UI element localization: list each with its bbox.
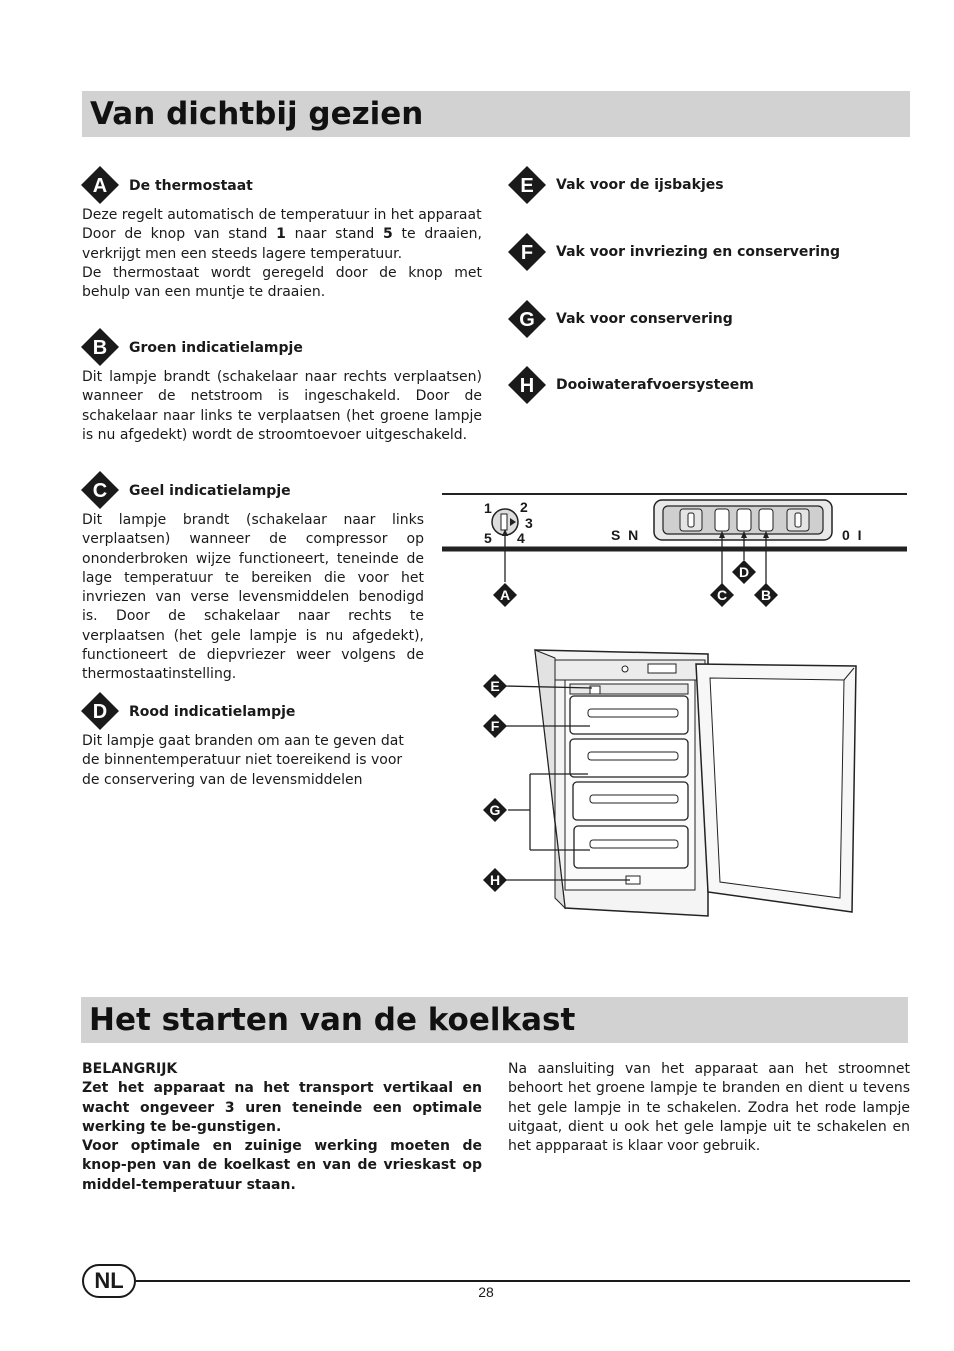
green-lamp-text: Dit lampje brandt (schakelaar naar rechts verplaatsen) wanneer de netstroom is ingeschakeld. Door de schakelaar naar links te verplaatsen (het groene lampje is nu afgedekt) wordt de stroomtoevoer uitgeschakeld. — [82, 369, 482, 443]
svg-text:C: C — [716, 587, 728, 603]
yellow-lamp-text: Dit lampje brandt (schakelaar naar links verplaatsen) wanneer de compressor op ononderbroken wijze functioneert, teneinde de lage temperatuur te bereiken die voor het invriezen van verse levensmiddelen benodigd is. Door de schakelaar naar rechts te verplaatsen (het gele lampje is nu afgedekt), functioneert de diepvriezer weer volgens de thermostaatinstelling. — [82, 512, 424, 683]
svg-text:F: F — [520, 242, 534, 264]
svg-text:E: E — [490, 678, 500, 694]
badge-b-icon — [80, 327, 120, 367]
svg-text:B: B — [760, 587, 772, 603]
callout-e-icon — [483, 674, 507, 698]
section-title-starting: Het starten van de koelkast — [81, 997, 908, 1043]
footer-rule — [136, 1280, 910, 1282]
badge-g-icon — [507, 299, 547, 339]
important-text-1: Zet het apparaat na het transport vertikaal en wacht ongeveer 3 uren teneinde een optimale werking te be-gunstigen. — [82, 1080, 482, 1135]
svg-text:F: F — [490, 718, 500, 734]
svg-text:A: A — [499, 587, 511, 603]
callout-b-icon — [754, 583, 778, 607]
freezer-illustration — [440, 488, 910, 928]
svg-text:C: C — [92, 480, 108, 502]
dial-number-4: 4 — [517, 530, 525, 546]
badge-h-icon — [507, 365, 547, 405]
badge-a-letter: A — [92, 175, 108, 197]
startup-instructions: Na aansluiting van het apparaat aan het stroomnet behoort het groene lampje te branden en dient u tevens het gele lampje in te schakelen. Zodra het rode lampje uitgaat, dient u ook het gele lampje uit te schakelen en het appparaat is klaar voor gebruik. — [508, 1061, 910, 1155]
heading-storage-compartment: Vak voor conservering — [556, 311, 733, 327]
svg-text:H: H — [489, 872, 501, 888]
dial-number-1: 1 — [484, 500, 492, 516]
badge-d-icon — [80, 691, 120, 731]
callout-g-icon — [483, 798, 507, 822]
callout-a-icon — [493, 583, 517, 607]
svg-text:H: H — [519, 375, 535, 397]
svg-text:G: G — [489, 802, 501, 818]
switch-label-0i: 0 I — [842, 527, 862, 543]
important-text-2: Voor optimale en zuinige werking moeten de knop-pen van de koelkast en van de vrieskast op middel-temperatuur staan. — [82, 1138, 482, 1193]
heading-yellow-lamp: Geel indicatielampje — [129, 483, 291, 499]
thermostat-p2: Door de knop van stand 1 naar stand 5 te draaien, verkrijgt men een steeds lagere temperatuur. — [82, 226, 482, 262]
badge-a-icon — [80, 165, 120, 205]
heading-defrost-drain: Dooiwaterafvoersysteem — [556, 377, 754, 393]
thermostat-p1: Deze regelt automatisch de temperatuur in het apparaat — [82, 207, 482, 223]
svg-text:G: G — [519, 309, 535, 331]
thermostat-text — [82, 206, 482, 302]
heading-red-lamp: Rood indicatielampje — [129, 704, 296, 720]
dial-number-5: 5 — [484, 530, 492, 546]
heading-thermostat: De thermostaat — [129, 178, 253, 194]
freezer-diagram — [440, 488, 910, 928]
important-label: BELANGRIJK — [82, 1061, 178, 1077]
page-number: 28 — [478, 1284, 494, 1300]
red-lamp-text: Dit lampje gaat branden om aan te geven dat de binnentemperatuur niet toereikend is voor de conservering van de levensmiddelen — [82, 733, 404, 788]
callout-d-icon — [732, 560, 756, 584]
svg-text:D: D — [738, 564, 750, 580]
callout-f-icon — [483, 714, 507, 738]
badge-f-icon — [507, 232, 547, 272]
svg-text:E: E — [520, 175, 534, 197]
badge-e-icon — [507, 165, 547, 205]
svg-text:B: B — [92, 337, 108, 359]
language-badge: NL — [82, 1264, 136, 1298]
heading-freezing-compartment: Vak voor invriezing en conservering — [556, 244, 841, 260]
dial-number-2: 2 — [520, 499, 528, 515]
callout-c-icon — [710, 583, 734, 607]
section-title-close-look: Van dichtbij gezien — [82, 91, 910, 137]
callout-h-icon — [483, 868, 507, 892]
switch-label-sn: S N — [611, 527, 639, 543]
important-notice — [82, 1060, 482, 1195]
thermostat-p3: De thermostaat wordt geregeld door de knop met behulp van een muntje te draaien. — [82, 264, 482, 301]
heading-ice-tray: Vak voor de ijsbakjes — [556, 177, 724, 193]
svg-text:D: D — [92, 701, 108, 723]
badge-c-icon — [80, 470, 120, 510]
dial-number-3: 3 — [525, 515, 533, 531]
heading-green-lamp: Groen indicatielampje — [129, 340, 303, 356]
